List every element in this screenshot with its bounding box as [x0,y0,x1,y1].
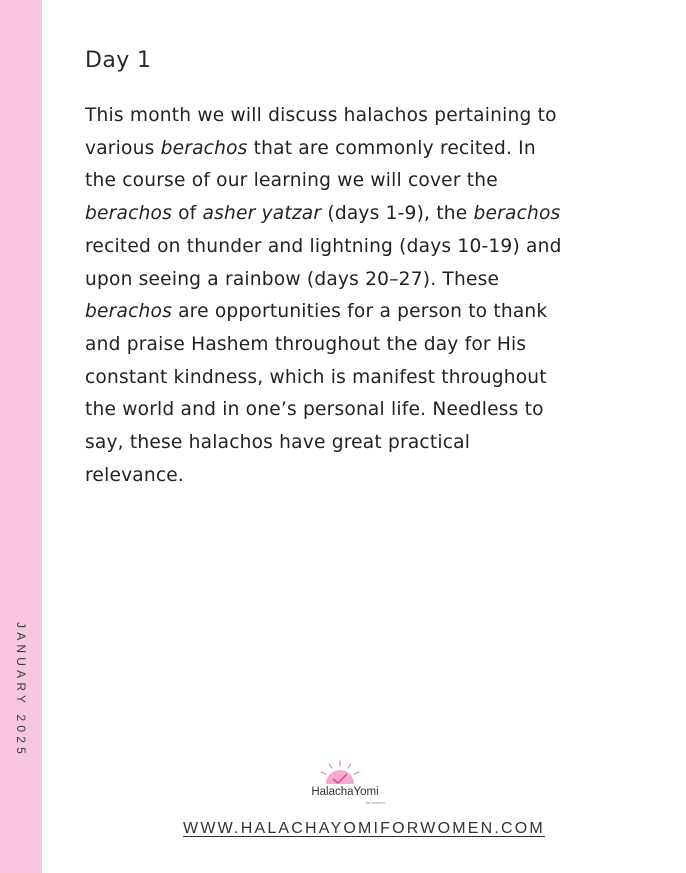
side-band [0,0,42,873]
page-title: Day 1 [85,48,152,73]
paragraph-line [85,296,605,329]
paragraph-line [85,329,605,362]
text-run: are opportunities for a person to thank [171,301,548,323]
italic-term: berachos [160,137,248,159]
text-run: constant kindness, which is manifest throughout [85,366,547,388]
logo-name: HalachaYomi [311,786,379,798]
text-run: various [85,137,161,159]
italic-term: asher yatzar [202,203,322,225]
text-run: the world and in one’s personal life. Needless to [85,399,544,421]
text-run: that are commonly recited. In [247,137,536,159]
italic-term: berachos [473,203,561,225]
text-run: recited on thunder and lightning (days 10-19) and [85,235,562,257]
text-run: the course of our learning we will cover the [85,170,498,192]
paragraph-line [85,460,605,493]
website-link[interactable]: WWW.HALACHAYOMIFORWOMEN.COM [183,820,545,837]
paragraph-line [85,165,605,198]
text-run: upon seeing a rainbow (days 20–27). These [85,268,500,290]
paragraph-line [85,362,605,395]
paragraph-line [85,264,605,297]
text-run: and praise Hashem throughout the day for His [85,333,527,355]
paragraph-line [85,100,605,133]
body-paragraph [85,100,605,492]
italic-term: berachos [85,203,172,225]
logo-tagline: for women [366,800,385,805]
paragraph-line [85,133,605,166]
paragraph-line [85,394,605,427]
text-run: (days 1-9), the [321,203,474,225]
sun-logo-icon [318,760,362,786]
text-run: say, these halachos have great practical [85,432,471,454]
text-run: of [171,203,203,225]
text-run: relevance. [85,464,185,486]
paragraph-line [85,231,605,264]
month-label: JANUARY 2025 [14,621,28,759]
paragraph-line [85,198,605,231]
paragraph-line [85,427,605,460]
logo [300,760,390,810]
italic-term: berachos [85,301,172,323]
text-run: This month we will discuss halachos pertaining to [85,105,557,126]
